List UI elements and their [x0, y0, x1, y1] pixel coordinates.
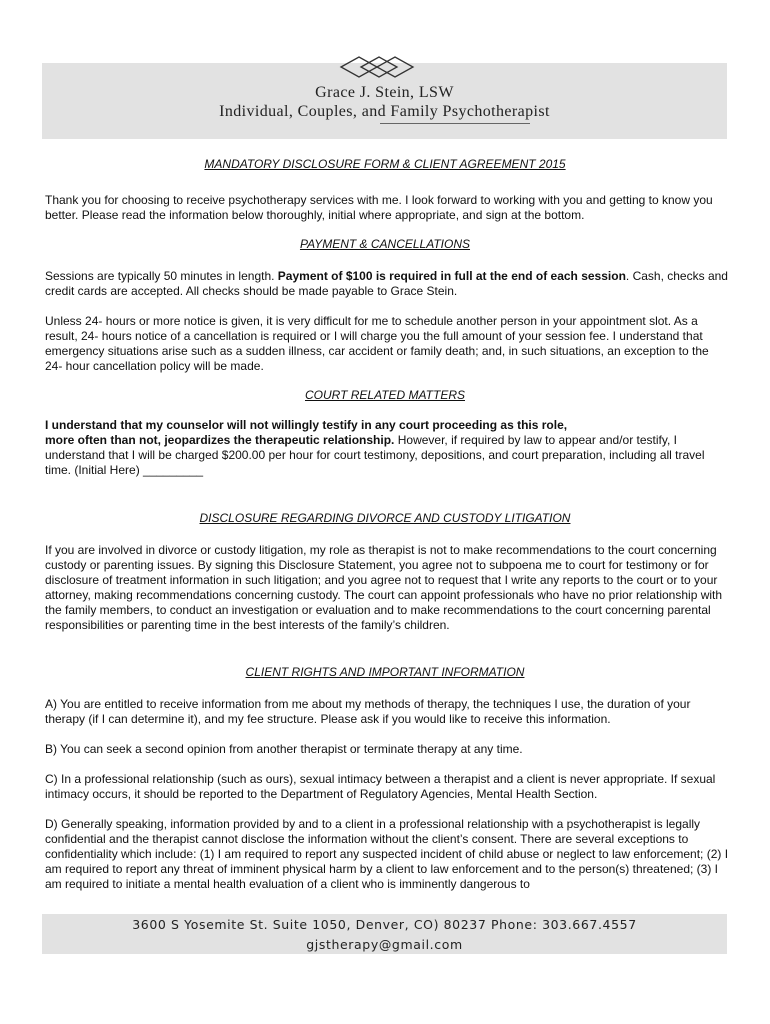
heading-rights: CLIENT RIGHTS AND IMPORTANT INFORMATION: [245, 665, 525, 679]
therapist-name: Grace J. Stein, LSW: [315, 84, 454, 101]
court-text-bold-2: more often than not, jeopardizes the therapeutic relationship.: [45, 432, 395, 447]
footer-address: 3600 S Yosemite St. Suite 1050, Denver, CO) 80237 Phone: 303.667.4557: [132, 917, 637, 932]
heading-divorce: DISCLOSURE REGARDING DIVORCE AND CUSTODY LITIGATION: [199, 511, 571, 525]
court-paragraph: [45, 418, 729, 478]
diamond-logo-icon: [337, 52, 417, 82]
court-text-bold-1: I understand that my counselor will not willingly testify in any court proceeding as this role,: [45, 418, 568, 432]
rights-item-d: D) Generally speaking, information provided by and to a client in a professional relationship with a psychotherapist is legally confidential and the therapist cannot disclose the information without the client’s consent. There are several exceptions to confidentiality which include: (1) I am required to report any suspected incident of child abuse or neglect to law enforcement; (2) I am required to report any threat of imminent physical harm by a client to law enforcement and to the person(s) threatened; (3) I am required to initiate a mental health evaluation of a client who is imminently dangerous to: [45, 817, 729, 891]
cancellation-paragraph: Unless 24- hours or more notice is given, it is very difficult for me to schedule another person in your appointment slot. As a result, 24- hours notice of a cancellation is required or I will charge you the full amount of your session fee. I understand that emergency situations arise such as a sudden illness, car accident or family death; and, in such situations, an exception to the 24- hour cancellation policy will be made.: [45, 314, 709, 373]
rights-item-a: A) You are entitled to receive information from me about my methods of therapy, the techniques I use, the duration of your therapy (if I can determine it), and my fee structure. Please ask if you would like to receive this information.: [45, 697, 691, 726]
payment-text-pre: Sessions are typically 50 minutes in length.: [45, 269, 278, 283]
heading-court: COURT RELATED MATTERS: [304, 388, 465, 402]
intro-paragraph: Thank you for choosing to receive psychotherapy services with me. I look forward to working with you and getting to know you better. Please read the information below thoroughly, initial where appropriate, and sign at the bottom.: [45, 193, 713, 222]
payment-text-bold: Payment of $100 is required in full at the end of each session: [277, 269, 626, 283]
header-divider: [380, 123, 530, 124]
payment-paragraph: [45, 269, 729, 299]
rights-item-c: C) In a professional relationship (such as ours), sexual intimacy between a therapist and a client is never appropriate. If sexual intimacy occurs, it should be reported to the Department of Regulatory Agencies, Mental Health Section.: [45, 772, 716, 801]
heading-payment: PAYMENT & CANCELLATIONS: [299, 237, 471, 251]
therapist-title: Individual, Couples, and Family Psychotherapist: [219, 103, 550, 120]
rights-item-b: B) You can seek a second opinion from another therapist or terminate therapy at any time.: [45, 742, 523, 756]
footer-email: gjstherapy@gmail.com: [306, 937, 463, 952]
court-text-post: However, if required by law to appear and/or testify, I understand that I will be charged $200.00 per hour for court testimony, depositions, and court preparation, including all travel time. (Initial Here) _________: [45, 432, 705, 477]
divorce-paragraph: If you are involved in divorce or custody litigation, my role as therapist is not to make recommendations to the court concerning custody or parenting issues. By signing this Disclosure Statement, you agree not to subpoena me to court for testimony or for disclosure of treatment information in such litigation; and you agree not to request that I write any reports to the court or to your attorney, making recommendations concerning custody. The court can appoint professionals who have no prior relationship with the family members, to conduct an investigation or evaluation and to make recommendations to the court concerning parental responsibilities or parenting time in the best interests of the family’s children.: [45, 543, 723, 632]
payment-text-post: . Cash, checks and credit cards are accepted. All checks should be made payable to Grace Stein.: [45, 269, 728, 298]
form-title: MANDATORY DISCLOSURE FORM & CLIENT AGREEMENT 2015: [204, 157, 566, 171]
